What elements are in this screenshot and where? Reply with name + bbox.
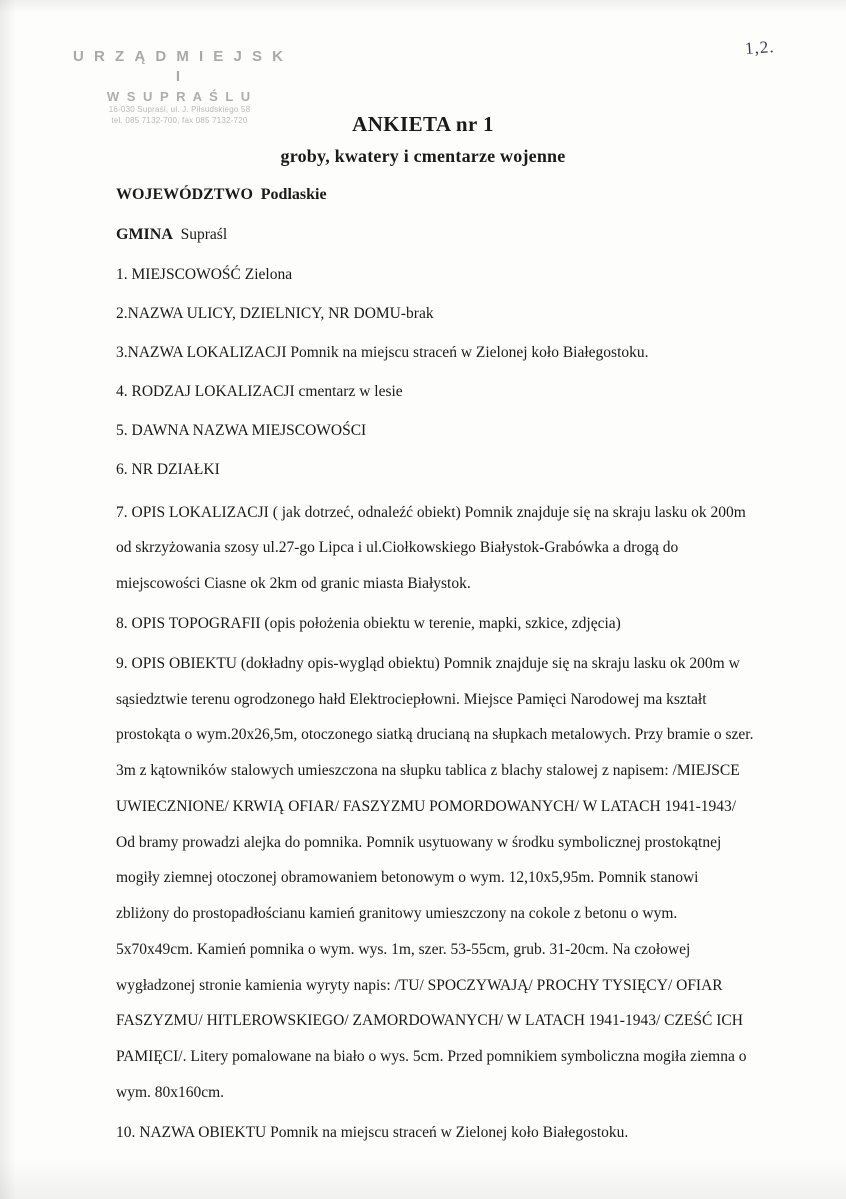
field-item-4: 4. RODZAJ LOKALIZACJI cmentarz w lesie [116, 382, 403, 400]
form-body [116, 183, 756, 1156]
field-item-9-line-11: FASZYZMU/ HITLEROWSKIEGO/ ZAMORDOWANYCH/ W LATACH 1941-1943/ CZEŚĆ ICH [116, 1012, 743, 1030]
field-item-8: 8. OPIS TOPOGRAFII (opis położenia obiektu w terenie, mapki, szkice, zdjęcia) [116, 614, 621, 632]
field-item-9-line-7: mogiły ziemnej otoczonej obramowaniem betonowym o wym. 12,10x5,95m. Pomnik stanowi [116, 869, 699, 887]
field-item-7-line-1: 7. OPIS LOKALIZACJI ( jak dotrzeć, odnaleźć obiekt) Pomnik znajduje się na skraju lasku ok 200m [116, 503, 746, 521]
field-item-9-line-9: 5x70x49cm. Kamień pomnika o wym. wys. 1m, szer. 53-55cm, grub. 31-20cm. Na czołowej [116, 940, 691, 958]
field-item-9-line-10: wygładzonej stronie kamienia wyryty napis: /TU/ SPOCZYWAJĄ/ PROCHY TYSIĘCY/ OFIAR [116, 976, 723, 994]
stamp-line-4: tel. 085 7132-700, fax 085 7132-720 [111, 115, 248, 125]
page-title: ANKIETA nr 1 [352, 112, 494, 136]
field-item-9-line-3: prostokąta o wym.20x26,5m, otoczonego siatką drucianą na słupkach metalowych. Przy bramie o szer. [116, 726, 754, 744]
scan-edge-left [0, 0, 16, 1199]
field-wojewodztwo [116, 183, 756, 208]
field-item-9-line-1: 9. OPIS OBIEKTU (dokładny opis-wygląd obiektu) Pomnik znajduje się na skraju lasku ok 200m w [116, 654, 740, 672]
stamp-line-1: U R Z Ą D M I E J S K I [72, 48, 286, 86]
field-item-9-line-12: PAMIĘCI/. Litery pomalowane na biało o wys. 5cm. Przed pomnikiem symboliczna mogiła ziemna o [116, 1048, 747, 1066]
field-item-10: 10. NAZWA OBIEKTU Pomnik na miejscu straceń w Zielonej koło Białegostoku. [116, 1123, 629, 1141]
handwritten-page-number: 1,2. [743, 36, 775, 59]
field-item-5: 5. DAWNA NAZWA MIEJSCOWOŚCI [116, 421, 367, 439]
field-item-9-line-5: UWIECZNIONE/ KRWIĄ OFIAR/ FASZYZMU POMORDOWANYCH/ W LATACH 1941-1943/ [116, 797, 737, 815]
field-item-9-line-4: 3m z kątowników stalowych umieszczona na słupku tablica z blachy stalowej z napisem: /MIEJSCE [116, 762, 740, 780]
document-title-block [0, 112, 846, 167]
field-item-2: 2.NAZWA ULICY, DZIELNICY, NR DOMU-brak [116, 304, 434, 322]
field-wojewodztwo-label: WOJEWÓDZTWO [116, 186, 253, 203]
stamp-line-2: W S U P R A Ś L U [106, 88, 253, 104]
field-item-9-line-8: zbliżony do prostopadłościanu kamień granitowy umieszczony na cokole z betonu o wym. [116, 905, 678, 923]
field-item-9-line-2: sąsiedztwie terenu ogrodzonego hałd Elektrociepłowni. Miejsce Pamięci Narodowej ma kształt [116, 690, 707, 708]
field-item-9-line-6: Od bramy prowadzi alejka do pomnika. Pomnik usytuowany w środku symbolicznej prostokątnej [116, 833, 722, 851]
field-item-1: 1. MIEJSCOWOŚĆ Zielona [116, 265, 293, 283]
field-item-7-line-2: od skrzyżowania szosy ul.27-go Lipca i ul.Ciołkowskiego Białystok-Grabówka a drogą do [116, 539, 679, 557]
field-wojewodztwo-value: Podlaskie [260, 186, 327, 203]
scan-edge-bottom [0, 1159, 846, 1199]
scan-edge-top [0, 0, 846, 14]
field-item-9-line-13: wym. 80x160cm. [116, 1083, 225, 1101]
field-item-7-line-3: miejscowości Ciasne ok 2km od granic miasta Białystok. [116, 575, 471, 593]
field-item-3: 3.NAZWA LOKALIZACJI Pomnik na miejscu straceń w Zielonej koło Białegostoku. [116, 343, 649, 361]
field-item-6: 6. NR DZIAŁKI [116, 460, 220, 478]
stamp-line-3: 16-030 Supraśl, ul. J. Piłsudskiego 58 [108, 105, 251, 115]
page-subtitle: groby, kwatery i cmentarze wojenne [280, 146, 566, 166]
field-gmina-label: GMINA [116, 225, 173, 243]
field-gmina [116, 223, 756, 248]
field-gmina-value: Supraśl [180, 225, 228, 243]
